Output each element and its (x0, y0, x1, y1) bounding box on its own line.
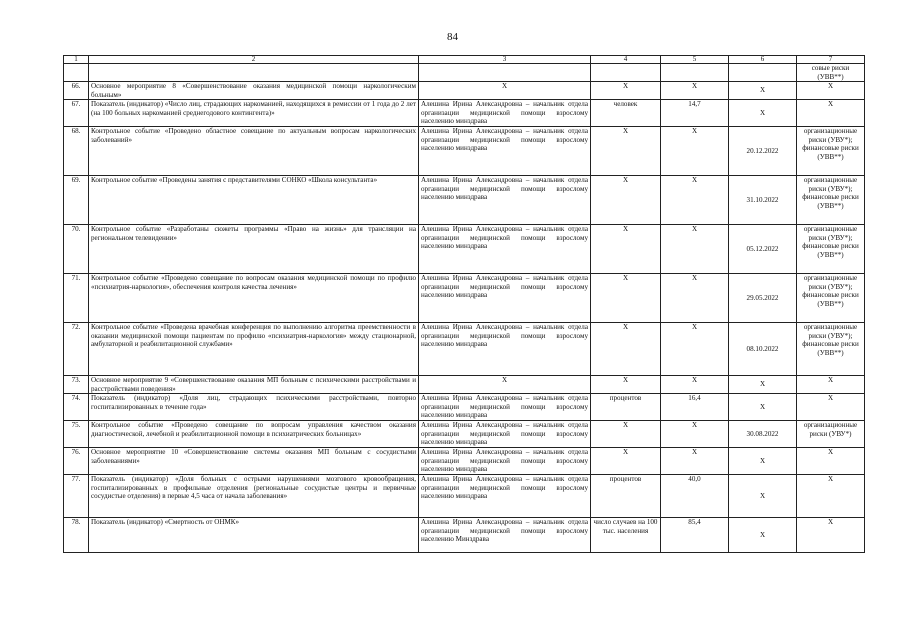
row-value: X (661, 323, 729, 376)
row-responsible: Алешина Ирина Александровна – начальник отдела организации медицинской помощи взрослому населению минздрава (419, 274, 591, 323)
row-unit: X (591, 376, 661, 394)
row-responsible: Алешина Ирина Александровна – начальник отдела организации медицинской помощи взрослому населению минздрава (419, 323, 591, 376)
row-description: Контрольное событие «Проведено совещание по вопросам управления качеством оказания диагностической, лечебной и реабилитационной помощи в психиатрических больницах» (89, 421, 419, 448)
row-value: X (661, 225, 729, 274)
continuation-row (64, 64, 865, 82)
row-responsible: Алешина Ирина Александровна – начальник отдела организации медицинской помощи взрослому населению минздрава (419, 176, 591, 225)
row-date: X (729, 448, 797, 475)
row-value: 14,7 (661, 100, 729, 127)
row-description: Показатель (индикатор) «Доля больных с острыми нарушениями мозгового кровообращения, госпитализированных в профильные отделения (региональные сосудистые центры и первичные сосудистые отделения) в первые 4,5 часа от начала заболевания» (89, 475, 419, 518)
header-cell: 7 (797, 56, 865, 64)
table-row (64, 475, 865, 518)
empty-cell (419, 64, 591, 82)
row-unit: процентов (591, 475, 661, 518)
table-row (64, 100, 865, 127)
row-number: 69. (64, 176, 89, 225)
row-number: 70. (64, 225, 89, 274)
row-number: 76. (64, 448, 89, 475)
row-description: Показатель (индикатор) «Число лиц, страдающих наркоманией, находящихся в ремиссии от 1 года до 2 лет (на 100 больных наркоманией среднегодового контингента)» (89, 100, 419, 127)
row-number: 66. (64, 82, 89, 100)
header-cell: 3 (419, 56, 591, 64)
row-risk: организационные риски (УВУ*) (797, 421, 865, 448)
row-description: Показатель (индикатор) «Доля лиц, страдающих психическими расстройствами, повторно госпитализированных в течение года» (89, 394, 419, 421)
row-description: Основное мероприятие 10 «Совершенствование системы оказания МП больным с сосудистыми заболеваниями» (89, 448, 419, 475)
row-responsible: Алешина Ирина Александровна – начальник отдела организации медицинской помощи взрослому населению минздрава (419, 100, 591, 127)
row-value: X (661, 376, 729, 394)
row-number: 74. (64, 394, 89, 421)
row-description: Основное мероприятие 8 «Совершенствование оказания медицинской помощи наркологическим больным» (89, 82, 419, 100)
row-date: 20.12.2022 (729, 127, 797, 176)
row-risk: X (797, 448, 865, 475)
row-value: 16,4 (661, 394, 729, 421)
row-number: 75. (64, 421, 89, 448)
row-number: 67. (64, 100, 89, 127)
row-description: Показатель (индикатор) «Смертность от ОНМК» (89, 518, 419, 553)
row-description: Контрольное событие «Проведено областное совещание по актуальным вопросам наркологических заболеваний» (89, 127, 419, 176)
row-unit: человек (591, 100, 661, 127)
page-number: 84 (447, 31, 458, 43)
row-unit: X (591, 176, 661, 225)
row-date: X (729, 376, 797, 394)
row-description: Контрольное событие «Разработаны сюжеты программы «Право на жизнь» для трансляции на региональном телевидении» (89, 225, 419, 274)
row-date: 29.05.2022 (729, 274, 797, 323)
row-responsible: Алешина Ирина Александровна – начальник отдела организации медицинской помощи взрослому населению минздрава (419, 421, 591, 448)
row-value: X (661, 421, 729, 448)
row-description: Контрольное событие «Проведены занятия с представителями СОНКО «Школа консультанта» (89, 176, 419, 225)
row-responsible: Алешина Ирина Александровна – начальник отдела организации медицинской помощи взрослому населению минздрава (419, 448, 591, 475)
row-responsible: Алешина Ирина Александровна – начальник отдела организации медицинской помощи взрослому населению Минздрава (419, 518, 591, 553)
header-cell: 4 (591, 56, 661, 64)
row-value: X (661, 448, 729, 475)
row-number: 78. (64, 518, 89, 553)
row-date: 31.10.2022 (729, 176, 797, 225)
risk-cell: совые риски (УВВ**) (797, 64, 865, 82)
row-description: Основное мероприятие 9 «Совершенствование оказания МП больным с психическими расстройствами и расстройствами поведения» (89, 376, 419, 394)
row-unit: процентов (591, 394, 661, 421)
header-cell: 1 (64, 56, 89, 64)
table-row (64, 421, 865, 448)
row-number: 77. (64, 475, 89, 518)
row-risk: организационные риски (УВУ*); финансовые риски (УВВ**) (797, 323, 865, 376)
table-row (64, 127, 865, 176)
header-cell: 2 (89, 56, 419, 64)
row-description: Контрольное событие «Проведена врачебная конференция по выполнению алгоритма преемственности в оказании медицинской помощи пациентам по профилю «психиатрия-наркология» между стационарной, амбулаторной и реабилитационной службами» (89, 323, 419, 376)
row-number: 72. (64, 323, 89, 376)
empty-cell (89, 64, 419, 82)
row-value: X (661, 127, 729, 176)
row-date: X (729, 518, 797, 553)
table-row (64, 82, 865, 100)
row-risk: организационные риски (УВУ*); финансовые риски (УВВ**) (797, 274, 865, 323)
row-responsible: Алешина Ирина Александровна – начальник отдела организации медицинской помощи взрослому населению минздрава (419, 394, 591, 421)
row-unit: число случаев на 100 тыс. населения (591, 518, 661, 553)
row-number: 68. (64, 127, 89, 176)
table-row (64, 176, 865, 225)
row-risk: организационные риски (УВУ*); финансовые риски (УВВ**) (797, 127, 865, 176)
row-unit: X (591, 127, 661, 176)
row-number: 71. (64, 274, 89, 323)
row-risk: X (797, 82, 865, 100)
row-value: X (661, 82, 729, 100)
row-date: X (729, 100, 797, 127)
row-unit: X (591, 323, 661, 376)
table-row (64, 274, 865, 323)
row-value: X (661, 274, 729, 323)
row-value: 85,4 (661, 518, 729, 553)
table-row (64, 394, 865, 421)
row-responsible: Алешина Ирина Александровна – начальник отдела организации медицинской помощи взрослому населению минздрава (419, 475, 591, 518)
header-cell: 5 (661, 56, 729, 64)
empty-cell (64, 64, 89, 82)
table-row (64, 225, 865, 274)
table-row (64, 518, 865, 553)
row-responsible: Алешина Ирина Александровна – начальник отдела организации медицинской помощи взрослому населению минздрава (419, 225, 591, 274)
row-risk: организационные риски (УВУ*); финансовые риски (УВВ**) (797, 225, 865, 274)
row-date: 08.10.2022 (729, 323, 797, 376)
table-row (64, 376, 865, 394)
row-unit: X (591, 274, 661, 323)
row-risk: X (797, 394, 865, 421)
row-date: X (729, 82, 797, 100)
empty-cell (591, 64, 661, 82)
row-risk: организационные риски (УВУ*); финансовые риски (УВВ**) (797, 176, 865, 225)
row-date: X (729, 394, 797, 421)
row-description: Контрольное событие «Проведено совещание по вопросам оказания медицинской помощи по профилю «психиатрия-наркология», обеспечения контроля качества лечения» (89, 274, 419, 323)
row-risk: X (797, 518, 865, 553)
row-unit: X (591, 448, 661, 475)
row-value: 40,0 (661, 475, 729, 518)
plan-table (63, 55, 865, 553)
row-date: 30.08.2022 (729, 421, 797, 448)
row-date: X (729, 475, 797, 518)
row-unit: X (591, 82, 661, 100)
header-cell: 6 (729, 56, 797, 64)
empty-cell (661, 64, 729, 82)
row-risk: X (797, 100, 865, 127)
row-value: X (661, 176, 729, 225)
header-row (64, 56, 865, 64)
table-row (64, 448, 865, 475)
row-unit: X (591, 421, 661, 448)
row-date: 05.12.2022 (729, 225, 797, 274)
row-responsible: Алешина Ирина Александровна – начальник отдела организации медицинской помощи взрослому населению минздрава (419, 127, 591, 176)
table-row (64, 323, 865, 376)
row-responsible: X (419, 376, 591, 394)
row-risk: X (797, 376, 865, 394)
empty-cell (729, 64, 797, 82)
row-risk: X (797, 475, 865, 518)
row-unit: X (591, 225, 661, 274)
row-number: 73. (64, 376, 89, 394)
row-responsible: X (419, 82, 591, 100)
